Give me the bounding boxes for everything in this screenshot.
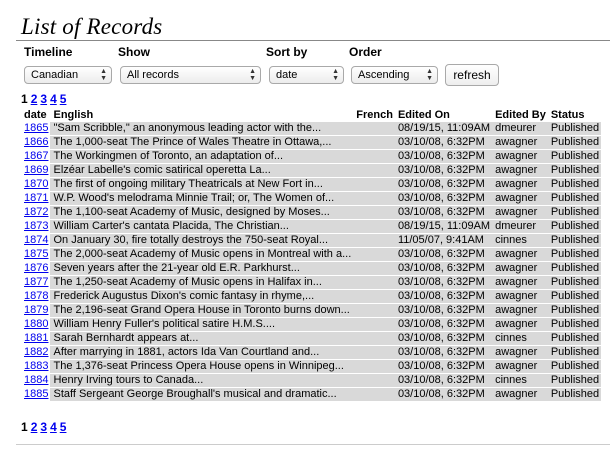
cell-french [353, 262, 395, 275]
record-status: Published [550, 220, 600, 232]
record-edited-on: 03/10/08, 6:32PM [397, 360, 485, 372]
record-edited-by: awagner [495, 178, 538, 190]
record-edited-on: 03/10/08, 6:32PM [397, 206, 485, 218]
page-title: List of Records [21, 14, 163, 39]
record-status: Published [550, 164, 600, 176]
cell-french [353, 374, 395, 387]
record-status: Published [550, 192, 600, 204]
page-current: 1 [21, 92, 28, 106]
cell-french [353, 164, 395, 177]
cell-edited-by [492, 136, 548, 149]
record-status: Published [550, 290, 600, 302]
cell-french [353, 248, 395, 261]
record-english: On January 30, fire totally destroys the 750-seat Royal... [53, 234, 329, 246]
cell-french [353, 136, 395, 149]
record-edited-by: cinnes [495, 374, 527, 386]
cell-date [21, 374, 50, 387]
record-status: Published [550, 346, 600, 358]
record-english: The 2,196-seat Grand Opera House in Toronto burns down... [53, 304, 350, 316]
record-date-link[interactable]: 1884 [24, 374, 49, 386]
record-status: Published [550, 388, 600, 400]
cell-french [353, 150, 395, 163]
cell-french [353, 388, 395, 401]
record-edited-on: 08/19/15, 11:09AM [397, 220, 491, 232]
sort-by-select-value: date [276, 69, 298, 81]
record-date-link[interactable]: 1865 [24, 122, 49, 134]
table-row [21, 262, 601, 275]
record-date-link[interactable]: 1873 [24, 220, 49, 232]
cell-english [50, 234, 353, 247]
cell-english [50, 178, 353, 191]
record-english: The 1,376-seat Princess Opera House opens in Winnipeg... [53, 360, 344, 372]
record-english: The 1,000-seat The Prince of Wales Theatre in Ottawa,... [53, 136, 332, 148]
cell-date [21, 388, 50, 401]
cell-date [21, 262, 50, 275]
record-english: William Henry Fuller's political satire H.M.S.... [53, 318, 276, 330]
page-link-5[interactable]: 5 [59, 420, 67, 434]
record-edited-on: 03/10/08, 6:32PM [397, 178, 485, 190]
cell-date [21, 304, 50, 317]
cell-date [21, 164, 50, 177]
record-status: Published [550, 262, 600, 274]
table-row [21, 276, 601, 289]
record-english: After marrying in 1881, actors Ida Van Courtland and... [53, 346, 320, 358]
cell-edited-on [395, 122, 492, 135]
cell-edited-by [492, 234, 548, 247]
table-row [21, 150, 601, 163]
record-status: Published [550, 276, 600, 288]
cell-edited-by [492, 388, 548, 401]
record-edited-by: awagner [495, 164, 538, 176]
cell-english [50, 164, 353, 177]
record-date-link[interactable]: 1879 [24, 304, 49, 316]
record-english: "Sam Scribble," an anonymous leading actor with the... [53, 122, 322, 134]
cell-status [548, 150, 601, 163]
cell-english [50, 192, 353, 205]
record-date-link[interactable]: 1874 [24, 234, 49, 246]
record-date-link[interactable]: 1883 [24, 360, 49, 372]
record-status: Published [550, 178, 600, 190]
record-edited-on: 03/10/08, 6:32PM [397, 136, 485, 148]
cell-date [21, 220, 50, 233]
record-edited-by: awagner [495, 318, 538, 330]
cell-status [548, 206, 601, 219]
table-row [21, 206, 601, 219]
page-link-4[interactable]: 4 [50, 420, 57, 434]
record-date-link[interactable]: 1878 [24, 290, 49, 302]
cell-edited-by [492, 290, 548, 303]
cell-edited-on [395, 248, 492, 261]
cell-status [548, 248, 601, 261]
table-row [21, 136, 601, 149]
table-row [21, 304, 601, 317]
record-edited-by: awagner [495, 360, 538, 372]
page-link-2[interactable]: 2 [30, 420, 38, 434]
record-date-link[interactable]: 1866 [24, 136, 49, 148]
record-edited-by: awagner [495, 136, 538, 148]
pagination-top [21, 92, 69, 106]
cell-edited-on [395, 192, 492, 205]
record-edited-on: 03/10/08, 6:32PM [397, 346, 485, 358]
cell-date [21, 360, 50, 373]
cell-edited-on [395, 290, 492, 303]
record-edited-by: awagner [495, 150, 538, 162]
timeline-label: Timeline [24, 45, 73, 59]
cell-status [548, 122, 601, 135]
bottom-divider [16, 444, 610, 445]
record-english: The 1,250-seat Academy of Music opens in Halifax in... [53, 276, 322, 288]
cell-edited-on [395, 220, 492, 233]
cell-edited-on [395, 136, 492, 149]
cell-status [548, 262, 601, 275]
cell-french [353, 318, 395, 331]
record-edited-on: 03/10/08, 6:32PM [397, 374, 485, 386]
cell-english [50, 318, 353, 331]
order-select[interactable] [351, 66, 438, 84]
page-link-3[interactable]: 3 [40, 92, 48, 106]
cell-date [21, 318, 50, 331]
cell-french [353, 122, 395, 135]
cell-french [353, 178, 395, 191]
cell-status [548, 192, 601, 205]
cell-date [21, 122, 50, 135]
cell-status [548, 178, 601, 191]
record-english: The 2,000-seat Academy of Music opens in Montreal with a... [53, 248, 352, 260]
record-edited-on: 03/10/08, 6:32PM [397, 388, 485, 400]
select-arrows-icon: ▲ ▼ [100, 68, 107, 82]
select-arrows-icon: ▲ ▼ [426, 68, 433, 82]
record-date-link[interactable]: 1872 [24, 206, 49, 218]
record-status: Published [550, 122, 600, 134]
cell-french [353, 332, 395, 345]
record-status: Published [550, 304, 600, 316]
cell-status [548, 290, 601, 303]
cell-edited-by [492, 262, 548, 275]
record-date-link[interactable]: 1882 [24, 346, 49, 358]
page-link-5[interactable]: 5 [59, 92, 67, 106]
record-edited-on: 03/10/08, 6:32PM [397, 304, 485, 316]
cell-status [548, 332, 601, 345]
cell-edited-on [395, 346, 492, 359]
record-english: The Workingmen of Toronto, an adaptation of... [53, 150, 283, 162]
show-select[interactable] [120, 66, 261, 84]
cell-date [21, 290, 50, 303]
cell-english [50, 262, 353, 275]
cell-french [353, 360, 395, 373]
order-label: Order [349, 45, 382, 59]
table-row [21, 290, 601, 303]
record-edited-by: cinnes [495, 332, 527, 344]
record-english: Staff Sergeant George Broughall's musical and dramatic... [53, 388, 337, 400]
table-row [21, 332, 601, 345]
record-date-link[interactable]: 1881 [24, 332, 49, 344]
cell-french [353, 234, 395, 247]
cell-status [548, 220, 601, 233]
cell-edited-on [395, 178, 492, 191]
cell-french [353, 304, 395, 317]
cell-status [548, 164, 601, 177]
cell-edited-by [492, 220, 548, 233]
record-date-link[interactable]: 1877 [24, 276, 49, 288]
cell-edited-on [395, 332, 492, 345]
sort-by-label: Sort by [266, 45, 308, 59]
cell-french [353, 290, 395, 303]
cell-english [50, 248, 353, 261]
cell-edited-on [395, 304, 492, 317]
table-row [21, 388, 601, 401]
record-edited-on: 03/10/08, 6:32PM [397, 150, 485, 162]
select-arrows-icon: ▲ ▼ [332, 68, 339, 82]
table-row [21, 346, 601, 359]
record-english: Seven years after the 21-year old E.R. Parkhurst... [53, 262, 300, 274]
record-status: Published [550, 360, 600, 372]
record-date-link[interactable]: 1876 [24, 262, 49, 274]
record-english: The 1,100-seat Academy of Music, designed by Moses... [53, 206, 330, 218]
select-arrows-icon: ▲ ▼ [249, 68, 256, 82]
record-edited-by: dmeurer [495, 122, 537, 134]
cell-edited-by [492, 304, 548, 317]
record-edited-by: awagner [495, 192, 538, 204]
cell-english [50, 276, 353, 289]
cell-english [50, 346, 353, 359]
cell-english [50, 290, 353, 303]
cell-edited-by [492, 346, 548, 359]
record-edited-on: 03/10/08, 6:32PM [397, 192, 485, 204]
cell-english [50, 360, 353, 373]
cell-english [50, 122, 353, 135]
table-row [21, 360, 601, 373]
cell-status [548, 304, 601, 317]
cell-edited-by [492, 374, 548, 387]
record-edited-on: 03/10/08, 6:32PM [397, 318, 485, 330]
title-divider [16, 40, 610, 41]
record-english: Henry Irving tours to Canada... [53, 374, 204, 386]
col-header-french: French [356, 108, 393, 121]
cell-edited-on [395, 388, 492, 401]
col-header-edited-on: Edited On [397, 108, 450, 121]
record-status: Published [550, 136, 600, 148]
page-current: 1 [21, 420, 28, 434]
record-edited-by: awagner [495, 304, 538, 316]
cell-english [50, 304, 353, 317]
cell-english [50, 206, 353, 219]
cell-edited-by [492, 318, 548, 331]
cell-edited-on [395, 318, 492, 331]
record-english: Frederick Augustus Dixon's comic fantasy in rhyme,... [53, 290, 315, 302]
record-date-link[interactable]: 1880 [24, 318, 49, 330]
record-date-link[interactable]: 1867 [24, 150, 49, 162]
timeline-select[interactable] [24, 66, 112, 84]
cell-date [21, 192, 50, 205]
table-row [21, 248, 601, 261]
record-edited-on: 03/10/08, 6:32PM [397, 262, 485, 274]
show-select-value: All records [127, 69, 179, 81]
cell-date [21, 206, 50, 219]
record-edited-by: cinnes [495, 234, 527, 246]
pagination-bottom [21, 420, 69, 434]
table-row [21, 178, 601, 191]
cell-status [548, 234, 601, 247]
cell-english [50, 150, 353, 163]
record-date-link[interactable]: 1871 [24, 192, 49, 204]
cell-edited-by [492, 150, 548, 163]
record-english: Sarah Bernhardt appears at... [53, 332, 199, 344]
cell-english [50, 220, 353, 233]
cell-edited-on [395, 150, 492, 163]
cell-edited-by [492, 332, 548, 345]
record-edited-on: 11/05/07, 9:41AM [397, 234, 484, 246]
record-status: Published [550, 206, 600, 218]
record-edited-by: dmeurer [495, 220, 537, 232]
record-edited-on: 03/10/08, 6:32PM [397, 290, 485, 302]
cell-edited-by [492, 206, 548, 219]
cell-english [50, 136, 353, 149]
col-header-english: English [53, 108, 94, 121]
cell-edited-by [492, 248, 548, 261]
page-link-2[interactable]: 2 [30, 92, 38, 106]
record-status: Published [550, 248, 600, 260]
cell-status [548, 374, 601, 387]
cell-date [21, 178, 50, 191]
order-select-value: Ascending [358, 69, 410, 81]
record-status: Published [550, 150, 600, 162]
record-english: W.P. Wood's melodrama Minnie Trail; or, The Women of... [53, 192, 335, 204]
table-row [21, 220, 601, 233]
table-row [21, 164, 601, 177]
record-edited-on: 03/10/08, 6:32PM [397, 276, 485, 288]
cell-edited-by [492, 164, 548, 177]
record-date-link[interactable]: 1875 [24, 248, 49, 260]
record-edited-by: awagner [495, 276, 538, 288]
record-edited-by: awagner [495, 206, 538, 218]
cell-french [353, 220, 395, 233]
page-link-4[interactable]: 4 [50, 92, 57, 106]
record-edited-by: awagner [495, 346, 538, 358]
col-header-date: date [24, 108, 47, 121]
record-edited-by: awagner [495, 248, 538, 260]
cell-status [548, 276, 601, 289]
record-edited-by: awagner [495, 290, 538, 302]
timeline-select-value: Canadian [31, 69, 79, 81]
record-english: Elzéar Labelle's comic satirical operetta La... [53, 164, 271, 176]
cell-edited-on [395, 262, 492, 275]
cell-status [548, 388, 601, 401]
record-date-link[interactable]: 1870 [24, 178, 49, 190]
cell-french [353, 192, 395, 205]
cell-french [353, 276, 395, 289]
cell-status [548, 318, 601, 331]
records-table [21, 107, 601, 402]
cell-edited-by [492, 192, 548, 205]
show-label: Show [118, 45, 150, 59]
cell-date [21, 276, 50, 289]
cell-french [353, 346, 395, 359]
col-header-status: Status [550, 108, 585, 121]
cell-date [21, 150, 50, 163]
cell-status [548, 136, 601, 149]
cell-edited-on [395, 360, 492, 373]
record-edited-on: 03/10/08, 6:32PM [397, 332, 485, 344]
cell-edited-by [492, 360, 548, 373]
record-edited-on: 03/10/08, 6:32PM [397, 248, 485, 260]
col-header-edited-by: Edited By [495, 108, 546, 121]
cell-date [21, 234, 50, 247]
record-status: Published [550, 234, 600, 246]
sort-by-select[interactable] [269, 66, 344, 84]
cell-english [50, 388, 353, 401]
record-status: Published [550, 318, 600, 330]
cell-edited-on [395, 276, 492, 289]
cell-status [548, 346, 601, 359]
record-english: William Carter's cantata Placida, The Christian... [53, 220, 289, 232]
cell-edited-by [492, 122, 548, 135]
record-edited-by: awagner [495, 388, 538, 400]
table-row [21, 318, 601, 331]
record-status: Published [550, 374, 600, 386]
cell-english [50, 374, 353, 387]
table-row [21, 234, 601, 247]
cell-date [21, 346, 50, 359]
cell-date [21, 136, 50, 149]
cell-date [21, 248, 50, 261]
record-status: Published [550, 332, 600, 344]
record-date-link[interactable]: 1885 [24, 388, 49, 400]
table-row [21, 374, 601, 387]
record-edited-on: 03/10/08, 6:32PM [397, 164, 485, 176]
record-edited-on: 08/19/15, 11:09AM [397, 122, 491, 134]
cell-edited-on [395, 374, 492, 387]
cell-edited-on [395, 234, 492, 247]
cell-date [21, 332, 50, 345]
cell-english [50, 332, 353, 345]
table-row [21, 192, 601, 205]
record-date-link[interactable]: 1869 [24, 164, 49, 176]
refresh-button[interactable]: refresh [445, 64, 499, 86]
cell-edited-on [395, 164, 492, 177]
cell-french [353, 206, 395, 219]
record-edited-by: awagner [495, 262, 538, 274]
cell-edited-by [492, 178, 548, 191]
cell-status [548, 360, 601, 373]
cell-edited-by [492, 276, 548, 289]
record-english: The first of ongoing military Theatricals at New Fort in... [53, 178, 323, 190]
table-header-row [21, 108, 601, 121]
cell-edited-on [395, 206, 492, 219]
table-row [21, 122, 601, 135]
page-link-3[interactable]: 3 [40, 420, 48, 434]
